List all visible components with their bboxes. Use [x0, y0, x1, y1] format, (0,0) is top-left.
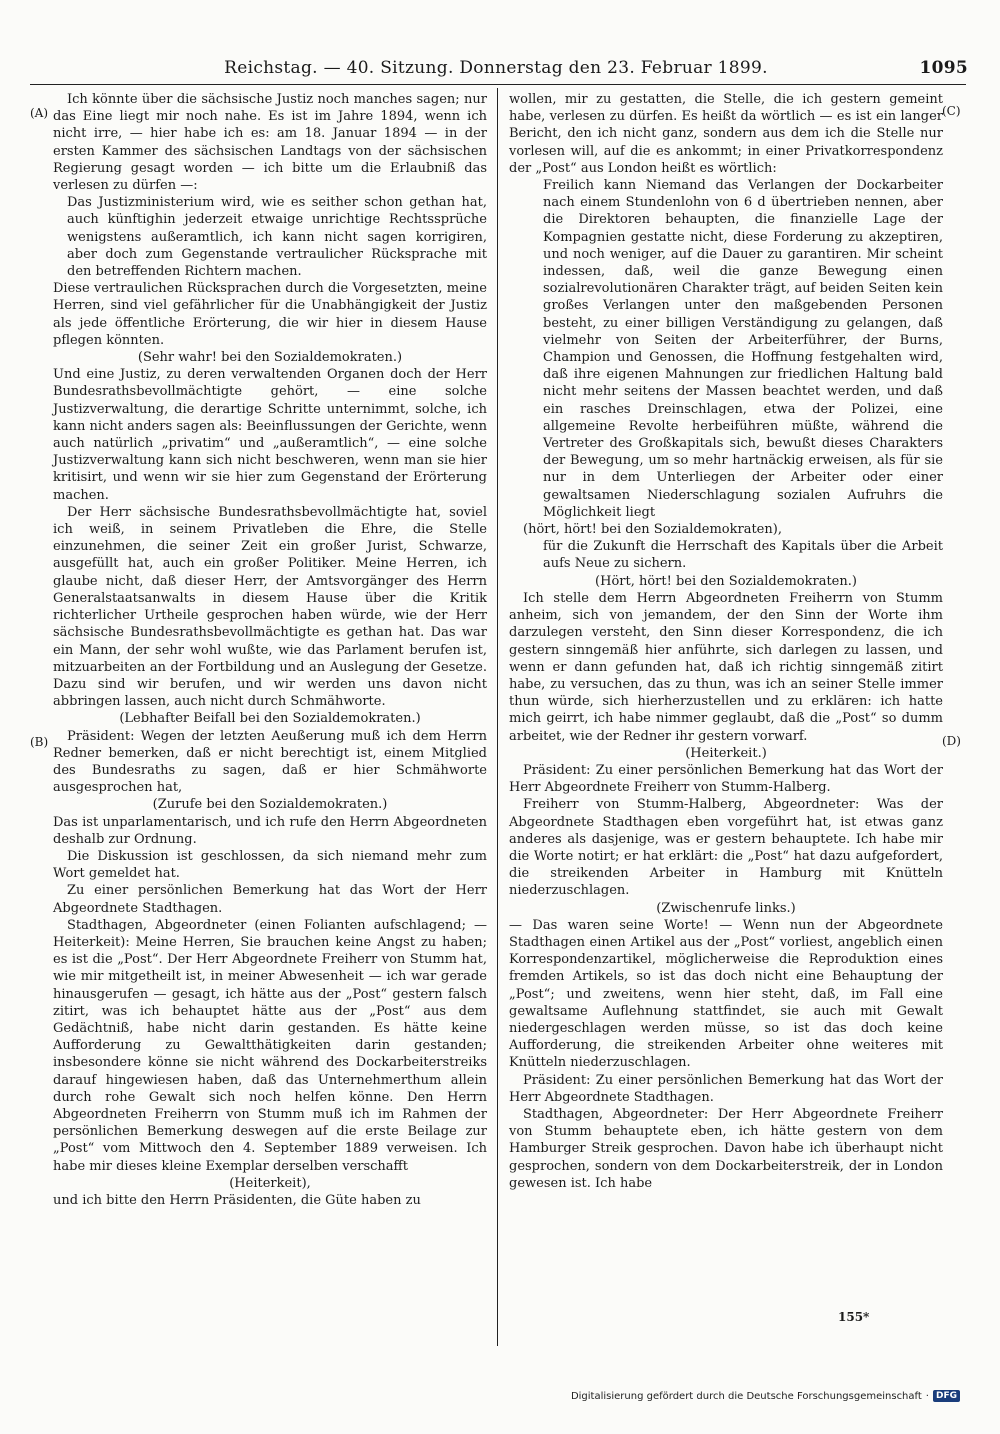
paragraph: Der Herr sächsische Bundesrathsbevollmächtigte hat, soviel ich weiß, in seinem Privatleben die Ehre, die Stelle einzunehmen, die seiner Zeit ein großer Jurist, Schwarze, ausgefüllt hat, auch ein großer Politiker. Meine Herren, ich glaube nicht, daß dieser Herr, der Amtsvorgänger des Herrn Generalstaatsanwalts in diesem Hause über die Kritik richterlicher Urtheile gesprochen haben würde, wie der Herr sächsische Bundesrathsbevollmächtigte es gethan hat. Das war ein Mann, der sehr wohl wußte, wie das Parlament berufen ist, mitzuarbeiten an der Fortbildung und an Auslegung der Gesetze. Dazu sind wir berufen, und wir werden uns davon nicht abbringen lassen, auch nicht durch Schmähworte. [53, 504, 487, 710]
paragraph: Ich stelle dem Herrn Abgeordneten Freiherrn von Stumm anheim, sich von jemandem, der den Sinn der Worte ihm darzulegen versteht, den Sinn dieser Korrespondenz, die ich gestern sinngemäß hier anführte, sich darlegen zu lassen, und wenn er dann gefunden hat, daß ich richtig sinngemäß zitirt habe, zu versuchen, das zu thun, was ich an seiner Stelle immer thun würde, sich hierherzustellen und zu erklären: ich hatte mich geirrt, ich habe nimmer geglaubt, daß die „Post“ so dumm arbeitet, wie der Redner ihr gestern vorwarf. [509, 590, 943, 744]
footer [571, 1390, 960, 1402]
page-number: 1095 [919, 58, 968, 78]
paragraph: wollen, mir zu gestatten, die Stelle, die ich gestern gemeint habe, verlesen zu dürfen. Es heißt da wörtlich — es ist ein langer Bericht, den ich nicht ganz, sondern aus dem ich die Stelle nur vorlesen will, auf die es ankommt; in einer Privatkorrespondenz der „Post“ aus London heißt es wörtlich: [509, 92, 943, 176]
margin-mark-a: (A) [30, 106, 49, 120]
right-column [509, 91, 943, 1192]
speaker-paragraph: Freiherr von Stumm-Halberg, Abgeordneter: Was der Abgeordnete Stadthagen eben vorgeführt hat, ist etwas ganz anderes als dasjenige, was er gestern behauptete. Ich habe mir die Worte notirt; er hat erklärt: die „Post“ hat dazu aufgefordert, die streikenden Arbeiter in Hamburg mit Knütteln niederzuschlagen. [509, 797, 943, 899]
speaker-paragraph: Präsident: Zu einer persönlichen Bemerkung hat das Wort der Herr Abgeordnete Freiherr von Stumm-Halberg. [509, 762, 943, 796]
column-divider [497, 88, 498, 1346]
header-rule [30, 84, 966, 85]
left-column [53, 91, 487, 1209]
speaker-paragraph: Stadthagen, Abgeordneter: Der Herr Abgeordnete Freiherr von Stumm behauptete eben, ich hätte gestern von dem Hamburger Streik gesprochen. Davon habe ich überhaupt nicht gesprochen, sondern von dem Dockarbeiterstreik, der in London gewesen ist. Ich habe [509, 1106, 943, 1191]
dfg-logo-icon: DFG [933, 1390, 960, 1402]
margin-mark-c: (C) [942, 104, 961, 118]
speaker-paragraph: Präsident: Zu einer persönlichen Bemerkung hat das Wort der Herr Abgeordnete Stadthagen. [509, 1072, 943, 1105]
interjection: (Heiterkeit), [229, 1175, 311, 1191]
interjection: (Zurufe bei den Sozialdemokraten.) [152, 797, 388, 813]
header-title: Reichstag. — 40. Sitzung. Donnerstag den 23. Februar 1899. [224, 58, 768, 78]
interjection: (Sehr wahr! bei den Sozialdemokraten.) [137, 350, 403, 366]
interjection: (hört, hört! bei den Sozialdemokraten), [523, 522, 782, 538]
margin-mark-b: (B) [30, 735, 49, 749]
running-header [24, 58, 968, 80]
paragraph: Zu einer persönlichen Bemerkung hat das Wort der Herr Abgeordnete Stadthagen. [53, 883, 487, 916]
footer-text: Digitalisierung gefördert durch die Deutsche Forschungsgemeinschaft [570, 1390, 922, 1402]
interjection: (Heiterkeit.) [685, 745, 767, 761]
interjection: (Hört, hört! bei den Sozialdemokraten.) [595, 573, 857, 589]
speaker-paragraph: Präsident: Wegen der letzten Aeußerung muß ich dem Herrn Redner bemerken, daß er nicht berechtigt ist, einem Mitglied des Bundesraths zu sagen, daß er hier Schmähworte ausgesprochen hat, [53, 728, 487, 796]
interjection: (Lebhafter Beifall bei den Sozialdemokraten.) [119, 711, 421, 727]
interjection: (Zwischenrufe links.) [656, 900, 796, 916]
paragraph: Die Diskussion ist geschlossen, da sich niemand mehr zum Wort gemeldet hat. [53, 848, 487, 882]
paragraph: Und eine Justiz, zu deren verwaltenden Organen doch der Herr Bundesrathsbevollmächtigte gehört, — eine solche Justizverwaltung, die derartige Schritte unternimmt, solche, ich kann nicht anders sagen als: Beeinflussungen der Gerichte, wenn auch natürlich „privatim“ und „außeramtlich“, — eine solche Justizverwaltung kann sich nicht beschweren, wenn man sie hier kritisirt, und wenn wir sie hier zum Gegenstand der Erörterung machen. [53, 367, 487, 503]
paragraph: Das ist unparlamentarisch, und ich rufe den Herrn Abgeordneten deshalb zur Ordnung. [53, 814, 487, 847]
paragraph: — Das waren seine Worte! — Wenn nun der Abgeordnete Stadthagen einen Artikel aus der „Post“ vorliest, angeblich einen Korrespondenzartikel, möglicherweise die Reproduktion eines fremden Artikels, so ist das doch nicht eine Behauptung der „Post“; und zweitens, wenn hier steht, daß, im Fall eine gewaltsame Auflehnung stattfindet, sie auch mit Gewalt niedergeschlagen werden müsse, so ist das doch keine Aufforderung, die streikenden Arbeiter ohne weiteres mit Knütteln niederzuschlagen. [509, 917, 943, 1071]
dfg-logo: · [925, 1390, 929, 1402]
paragraph: Diese vertraulichen Rücksprachen durch die Vorgesetzten, meine Herren, sind viel gefährlicher für die Unabhängigkeit der Justiz als jede öffentliche Erörterung, die wir hier in diesem Hause pflegen könnten. [53, 281, 487, 348]
margin-mark-d: (D) [942, 734, 961, 748]
signature-mark: 155* [838, 1310, 870, 1324]
quotation: für die Zukunft die Herrschaft des Kapitals über die Arbeit aufs Neue zu sichern. [543, 539, 943, 572]
paragraph: und ich bitte den Herrn Präsidenten, die Güte haben zu [53, 1193, 421, 1208]
quotation: Das Justizministerium wird, wie es seither schon gethan hat, auch künftighin jederzeit etwaige unrichtige Rechtssprüche wenigstens außeramtlich, ich kann nicht sagen korrigiren, aber doch zum Gegenstande vertraulicher Rücksprache mit den betreffenden Richtern machen. [67, 195, 487, 280]
quotation: Freilich kann Niemand das Verlangen der Dockarbeiter nach einem Stundenlohn von 6 d übertrieben nennen, aber die Direktoren behaupten, die finanzielle Lage der Kompagnien gestatte nicht, diese Forderung zu akzeptiren, und noch weniger, auf die Dauer zu garantiren. Mir scheint indessen, daß, weil die ganze Bewegung einen sozialrevolutionären Charakter trägt, auf beiden Seiten kein großes Verlangen unter den maßgebenden Personen besteht, zu einer billigen Verständigung zu gelangen, daß vielmehr von Seiten der Arbeiterführer, der Burns, Champion und Genossen, die Hoffnung festgehalten wird, daß ihre eigenen Mahnungen zur friedlichen Haltung bald nicht mehr seitens der Massen beachtet werden, und daß ein rasches Dreinschlagen, etwa der Polizei, eine allgemeine Revolte herbeiführen müßte, während die Vertreter des Großkapitals sich, bewußt dieses Charakters der Bewegung, um so mehr hartnäckig erweisen, als für sie nur in dem Unterliegen der Arbeiter oder einer gewaltsamen Niederschlagung sozialen Aufruhrs die Möglichkeit liegt [543, 178, 943, 520]
paragraph: Ich könnte über die sächsische Justiz noch manches sagen; nur das Eine liegt mir noch nahe. Es ist im Jahre 1894, wenn ich nicht irre, — hier habe ich es: am 18. Januar 1894 — in der ersten Kammer des sächsischen Landtags von der sächsischen Regierung gesagt worden — ich bitte um die Erlaubniß das verlesen zu dürfen —: [53, 92, 487, 194]
speaker-paragraph: Stadthagen, Abgeordneter (einen Folianten aufschlagend; — Heiterkeit): Meine Herren, Sie brauchen keine Angst zu haben; es ist die „Post“. Der Herr Abgeordnete Freiherr von Stumm hat, wie mir mitgetheilt ist, in meiner Abwesenheit — ich war gerade hinausgerufen — gesagt, ich hätte aus der „Post“ gestern falsch zitirt, was ich behauptet hätte aus der „Post“ aus dem Gedächtniß, habe nicht darin gestanden. Es hätte keine Aufforderung zu Gewaltthätigkeiten darin gestanden; insbesondere könne sie nicht während des Dockarbeiterstreiks darauf hingewiesen haben, daß das Unternehmerthum allein durch rohe Gewalt sich noch helfen könne. Den Herrn Abgeordneten Freiherrn von Stumm muß ich im Rahmen der persönlichen Bemerkung deswegen auf die erste Beilage zur „Post“ vom Mittwoch den 4. September 1889 verweisen. Ich habe mir dieses kleine Exemplar derselben verschafft [53, 917, 487, 1174]
